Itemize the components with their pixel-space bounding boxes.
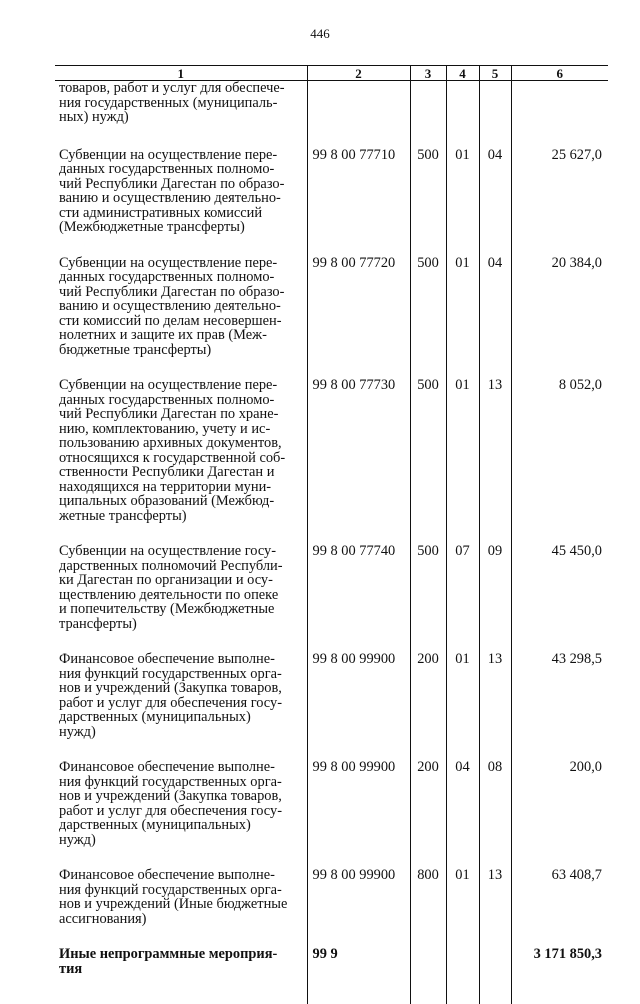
- header-cell: 3: [410, 66, 446, 81]
- row-subsection: 13: [479, 378, 511, 544]
- row-expense-type: 500: [410, 256, 446, 379]
- row-expense-type: 200: [410, 652, 446, 760]
- row-section: 04: [446, 760, 479, 868]
- description-line: бюджетные трансферты): [59, 343, 303, 358]
- description-line: данных государственных полномо-: [59, 393, 303, 408]
- empty-cell: [511, 986, 608, 1004]
- description-line: находящихся на территории муни-: [59, 480, 303, 495]
- row-amount: 3 171 850,3: [511, 947, 608, 986]
- row-section: [446, 947, 479, 986]
- budget-table: [55, 65, 608, 1004]
- description-line: работ и услуг для обеспечения госу-: [59, 696, 303, 711]
- description-line: Финансовое обеспечение выполне-: [59, 760, 303, 775]
- empty-cell: [307, 986, 410, 1004]
- description-line: нов и учреждений (Закупка товаров,: [59, 789, 303, 804]
- row-description: [55, 378, 307, 544]
- header-cell: 5: [479, 66, 511, 81]
- description-line: ния государственных (муниципаль-: [59, 96, 303, 111]
- description-line: ния функций государственных орга-: [59, 667, 303, 682]
- row-expense-type: 500: [410, 148, 446, 256]
- row-amount: 25 627,0: [511, 148, 608, 256]
- description-line: Субвенции на осуществление госу-: [59, 544, 303, 559]
- row-amount: 43 298,5: [511, 652, 608, 760]
- description-line: ния функций государственных орга-: [59, 883, 303, 898]
- row-section: 01: [446, 378, 479, 544]
- row-subsection: 08: [479, 760, 511, 868]
- header-row: [55, 66, 608, 81]
- description-line: ванию и осуществлению деятельно-: [59, 191, 303, 206]
- description-line: дарственных полномочий Республи-: [59, 559, 303, 574]
- description-line: дарственных (муниципальных): [59, 818, 303, 833]
- description-line: ципальных образований (Межбюд-: [59, 494, 303, 509]
- row-amount: [511, 81, 608, 148]
- empty-cell: [410, 986, 446, 1004]
- description-line: ных) нужд): [59, 110, 303, 125]
- row-expense-type: 800: [410, 868, 446, 947]
- row-section: 01: [446, 868, 479, 947]
- description-line: нужд): [59, 833, 303, 848]
- row-code: 99 8 00 99900: [307, 652, 410, 760]
- table-row: [55, 256, 608, 379]
- row-code: 99 8 00 99900: [307, 868, 410, 947]
- description-line: Иные непрограммные мероприя-: [59, 947, 303, 962]
- header-cell: 4: [446, 66, 479, 81]
- row-description: [55, 652, 307, 760]
- row-description: [55, 947, 307, 986]
- table-tail-row: [55, 986, 608, 1004]
- description-line: Субвенции на осуществление пере-: [59, 378, 303, 393]
- table-body: [55, 81, 608, 1004]
- description-line: Финансовое обеспечение выполне-: [59, 868, 303, 883]
- description-line: Финансовое обеспечение выполне-: [59, 652, 303, 667]
- row-description: [55, 760, 307, 868]
- empty-cell: [446, 986, 479, 1004]
- description-line: и попечительству (Межбюджетные: [59, 602, 303, 617]
- row-expense-type: [410, 947, 446, 986]
- description-line: дарственных (муниципальных): [59, 710, 303, 725]
- row-subsection: 04: [479, 256, 511, 379]
- row-description: [55, 148, 307, 256]
- empty-cell: [55, 986, 307, 1004]
- description-line: ки Дагестан по организации и осу-: [59, 573, 303, 588]
- description-line: ществлению деятельности по опеке: [59, 588, 303, 603]
- row-code: 99 8 00 77740: [307, 544, 410, 652]
- table-row: [55, 760, 608, 868]
- row-section: 01: [446, 148, 479, 256]
- row-code: 99 8 00 77720: [307, 256, 410, 379]
- description-line: трансферты): [59, 617, 303, 632]
- description-line: нов и учреждений (Иные бюджетные: [59, 897, 303, 912]
- row-section: 01: [446, 652, 479, 760]
- description-line: Субвенции на осуществление пере-: [59, 148, 303, 163]
- row-subsection: [479, 81, 511, 148]
- row-amount: 200,0: [511, 760, 608, 868]
- row-amount: 45 450,0: [511, 544, 608, 652]
- table-row: [55, 378, 608, 544]
- header-cell: 6: [511, 66, 608, 81]
- description-line: сти административных комиссий: [59, 206, 303, 221]
- description-line: нужд): [59, 725, 303, 740]
- row-amount: 63 408,7: [511, 868, 608, 947]
- table-row: [55, 544, 608, 652]
- row-section: [446, 81, 479, 148]
- row-code: 99 8 00 77710: [307, 148, 410, 256]
- row-subsection: 13: [479, 868, 511, 947]
- description-line: пользованию архивных документов,: [59, 436, 303, 451]
- description-line: сти комиссий по делам несовершен-: [59, 314, 303, 329]
- row-code: 99 8 00 99900: [307, 760, 410, 868]
- row-section: 07: [446, 544, 479, 652]
- row-subsection: 13: [479, 652, 511, 760]
- row-code: 99 9: [307, 947, 410, 986]
- description-line: ванию и осуществлению деятельно-: [59, 299, 303, 314]
- page-number: 446: [0, 26, 640, 42]
- row-description: [55, 81, 307, 148]
- description-line: ния функций государственных орга-: [59, 775, 303, 790]
- description-line: чий Республики Дагестан по образо-: [59, 285, 303, 300]
- description-line: чий Республики Дагестан по образо-: [59, 177, 303, 192]
- row-code: 99 8 00 77730: [307, 378, 410, 544]
- description-line: жетные трансферты): [59, 509, 303, 524]
- row-description: [55, 544, 307, 652]
- row-expense-type: [410, 81, 446, 148]
- table-row: [55, 652, 608, 760]
- description-line: нолетних и защите их прав (Меж-: [59, 328, 303, 343]
- row-description: [55, 256, 307, 379]
- row-section: 01: [446, 256, 479, 379]
- description-line: нов и учреждений (Закупка товаров,: [59, 681, 303, 696]
- row-amount: 20 384,0: [511, 256, 608, 379]
- empty-cell: [479, 986, 511, 1004]
- table-row: [55, 81, 608, 148]
- row-expense-type: 500: [410, 544, 446, 652]
- description-line: относящихся к государственной соб-: [59, 451, 303, 466]
- table-row: [55, 947, 608, 986]
- table-row: [55, 868, 608, 947]
- header-cell: 2: [307, 66, 410, 81]
- description-line: ственности Республики Дагестан и: [59, 465, 303, 480]
- table-row: [55, 148, 608, 256]
- row-expense-type: 200: [410, 760, 446, 868]
- row-subsection: 04: [479, 148, 511, 256]
- description-line: Субвенции на осуществление пере-: [59, 256, 303, 271]
- header-cell: 1: [55, 66, 307, 81]
- description-line: товаров, работ и услуг для обеспече-: [59, 81, 303, 96]
- description-line: (Межбюджетные трансферты): [59, 220, 303, 235]
- row-subsection: 09: [479, 544, 511, 652]
- description-line: данных государственных полномо-: [59, 270, 303, 285]
- description-line: нию, комплектованию, учету и ис-: [59, 422, 303, 437]
- description-line: данных государственных полномо-: [59, 162, 303, 177]
- description-line: работ и услуг для обеспечения госу-: [59, 804, 303, 819]
- row-expense-type: 500: [410, 378, 446, 544]
- description-line: тия: [59, 962, 303, 977]
- row-description: [55, 868, 307, 947]
- row-subsection: [479, 947, 511, 986]
- row-code: [307, 81, 410, 148]
- description-line: чий Республики Дагестан по хране-: [59, 407, 303, 422]
- description-line: ассигнования): [59, 912, 303, 927]
- row-amount: 8 052,0: [511, 378, 608, 544]
